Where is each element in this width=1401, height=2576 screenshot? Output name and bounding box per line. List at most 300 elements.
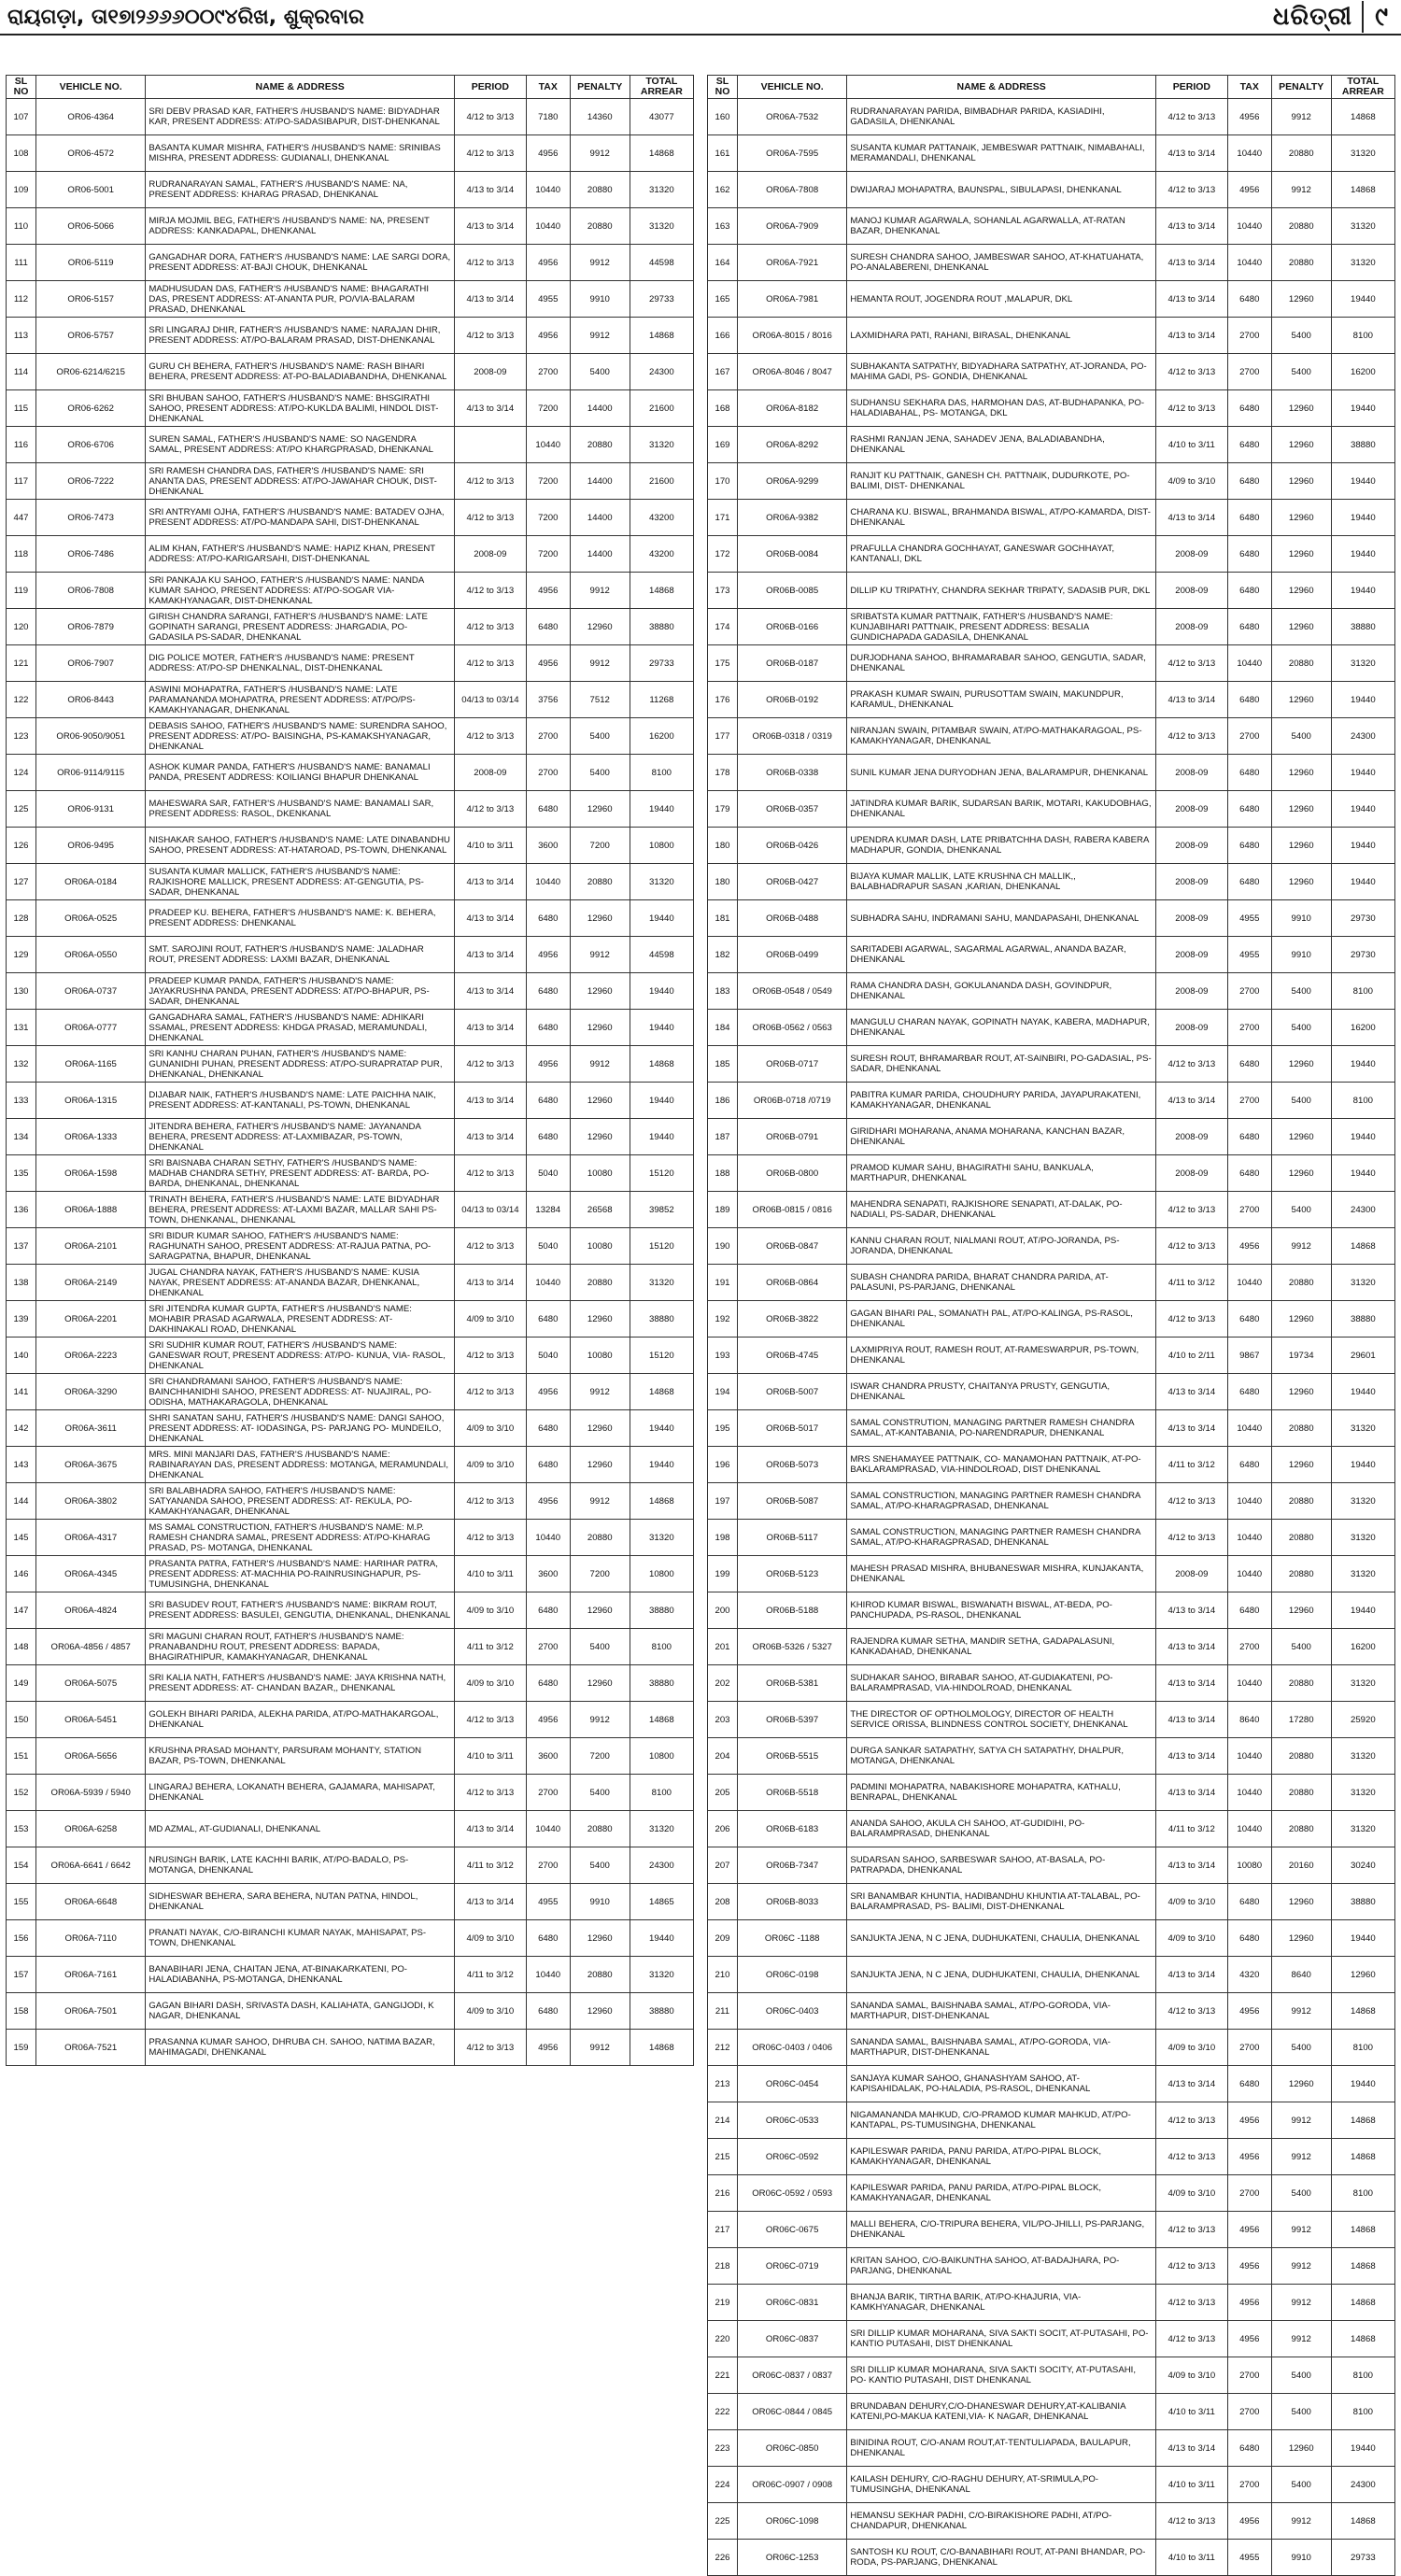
- tax-cell: 2700: [1227, 318, 1271, 354]
- period-cell: 2008-09: [1155, 536, 1227, 573]
- name-address-cell: BANABIHARI JENA, CHAITAN JENA, AT-BINAKARKATENI, PO-HALADIABANHA, PS-MOTANGA, DHENKANAL: [146, 1957, 455, 1993]
- table-row: [708, 2066, 1395, 2102]
- name-address-cell: SUBHAKANTA SATPATHY, BIDYADHARA SATPATHY, AT-JORANDA, PO- MAHIMA GADI, PS- GONDIA, DHENKANAL: [847, 354, 1156, 390]
- sl-cell: 219: [708, 2285, 738, 2321]
- table-row: [7, 135, 694, 172]
- sl-cell: 205: [708, 1775, 738, 1811]
- vehicle-cell: OR06-4364: [36, 99, 146, 135]
- tax-cell: 9867: [1227, 1338, 1271, 1374]
- total-arrear-cell: 29733: [630, 645, 693, 682]
- name-address-cell: ANANDA SAHOO, AKULA CH SAHOO, AT-GUDIDIHI, PO-BALARAMPRASAD, DHENKANAL: [847, 1811, 1156, 1847]
- tax-cell: 6480: [1227, 281, 1271, 318]
- period-cell: 4/13 to 3/14: [454, 208, 526, 245]
- name-address-cell: MAHESH PRASAD MISHRA, BHUBANESWAR MISHRA, KUNJAKANTA, DHENKANAL: [847, 1556, 1156, 1592]
- total-arrear-cell: 24300: [1331, 2467, 1394, 2503]
- penalty-cell: 9910: [570, 1884, 630, 1920]
- total-arrear-cell: 31320: [1331, 1775, 1394, 1811]
- period-cell: 4/12 to 3/13: [1155, 2248, 1227, 2285]
- total-arrear-cell: 15120: [630, 1228, 693, 1265]
- table-row: [708, 172, 1395, 208]
- penalty-cell: 12960: [1271, 864, 1331, 900]
- vehicle-cell: OR06-9131: [36, 791, 146, 828]
- name-address-cell: DURGA SANKAR SATAPATHY, SATYA CH SATAPATHY, DHALPUR, MOTANGA, DHENKANAL: [847, 1738, 1156, 1775]
- total-arrear-cell: 19440: [1331, 1374, 1394, 1410]
- vehicle-cell: OR06A-4317: [36, 1520, 146, 1556]
- table-row: [7, 1228, 694, 1265]
- period-cell: 4/12 to 3/13: [1155, 1520, 1227, 1556]
- period-cell: 2008-09: [1155, 937, 1227, 973]
- name-address-cell: SANJUKTA JENA, N C JENA, DUDHUKATENI, CHAULIA, DHENKANAL: [847, 1920, 1156, 1957]
- period-cell: 4/11 to 3/12: [454, 1629, 526, 1665]
- period-cell: 4/12 to 3/13: [454, 1228, 526, 1265]
- period-cell: 4/12 to 3/13: [1155, 718, 1227, 755]
- tax-cell: 10440: [526, 427, 570, 463]
- name-address-cell: PRANATI NAYAK, C/O-BIRANCHI KUMAR NAYAK, MAHISAPAT, PS-TOWN, DHENKANAL: [146, 1920, 455, 1957]
- total-arrear-cell: 8100: [630, 1629, 693, 1665]
- name-address-cell: SRI DILLIP KUMAR MOHARANA, SIVA SAKTI SOCITY, AT-PUTASAHI, PO- KANTIO PUTASAHI, DIST DHENKANAL: [847, 2357, 1156, 2394]
- period-cell: 4/12 to 3/13: [454, 645, 526, 682]
- penalty-cell: 9912: [570, 1702, 630, 1738]
- total-arrear-cell: 14868: [1331, 99, 1394, 135]
- period-cell: 4/12 to 3/13: [454, 500, 526, 536]
- penalty-cell: 12960: [570, 1119, 630, 1155]
- table-row: [7, 791, 694, 828]
- vehicle-cell: OR06A-3802: [36, 1483, 146, 1520]
- sl-cell: 115: [7, 390, 36, 427]
- sl-cell: 175: [708, 645, 738, 682]
- table-row: [7, 609, 694, 645]
- period-cell: 4/12 to 3/13: [1155, 354, 1227, 390]
- period-cell: 4/12 to 3/13: [1155, 2503, 1227, 2540]
- sl-cell: 162: [708, 172, 738, 208]
- tax-cell: 2700: [526, 354, 570, 390]
- name-address-cell: PRADEEP KU. BEHERA, FATHER'S /HUSBAND'S NAME: K. BEHERA, PRESENT ADDRESS: DHENKANAL: [146, 900, 455, 937]
- tax-cell: 8640: [1227, 1702, 1271, 1738]
- name-address-cell: SANJAYA KUMAR SAHOO, GHANASHYAM SAHOO, AT-KAPISAHIDALAK, PO-HALADIA, PS-RASOL, DHENKANAL: [847, 2066, 1156, 2102]
- vehicle-cell: OR06A-1333: [36, 1119, 146, 1155]
- table-row: [7, 1374, 694, 1410]
- name-address-cell: RUDRANARAYAN PARIDA, BIMBADHAR PARIDA, KASIADIHI, GADASILA, DHENKANAL: [847, 99, 1156, 135]
- vehicle-cell: OR06B-5515: [738, 1738, 847, 1775]
- total-arrear-cell: 38880: [1331, 1884, 1394, 1920]
- tax-cell: 6480: [1227, 2430, 1271, 2467]
- sl-cell: 200: [708, 1592, 738, 1629]
- vehicle-cell: OR06-5757: [36, 318, 146, 354]
- penalty-cell: 9912: [1271, 2102, 1331, 2139]
- page-header: [0, 0, 1401, 35]
- penalty-cell: 20880: [570, 864, 630, 900]
- vehicle-cell: OR06C-0844 / 0845: [738, 2394, 847, 2430]
- table-row: [708, 2467, 1395, 2503]
- name-address-cell: PABITRA KUMAR PARIDA, CHOUDHURY PARIDA, JAYAPURAKATENI, KAMAKHYANAGAR, DHENKANAL: [847, 1083, 1156, 1119]
- vehicle-cell: OR06C-0837 / 0837: [738, 2357, 847, 2394]
- name-address-cell: MADHUSUDAN DAS, FATHER'S /HUSBAND'S NAME: BHAGARATHI DAS, PRESENT ADDRESS: AT-ANANTA PUR, PO/VIA-BALARAM PRASAD, DHENKANAL: [146, 281, 455, 318]
- sl-cell: 216: [708, 2175, 738, 2212]
- col-sl: SL NO: [708, 76, 738, 99]
- penalty-cell: 5400: [1271, 1010, 1331, 1046]
- sl-cell: 177: [708, 718, 738, 755]
- name-address-cell: HEMANTA ROUT, JOGENDRA ROUT ,MALAPUR, DKL: [847, 281, 1156, 318]
- period-cell: 4/13 to 3/14: [454, 1119, 526, 1155]
- vehicle-cell: OR06-6706: [36, 427, 146, 463]
- table-row: [7, 208, 694, 245]
- period-cell: 2008-09: [454, 354, 526, 390]
- table-row: [7, 900, 694, 937]
- vehicle-cell: OR06-7473: [36, 500, 146, 536]
- table-row: [708, 1957, 1395, 1993]
- tax-cell: 6480: [1227, 609, 1271, 645]
- sl-cell: 141: [7, 1374, 36, 1410]
- total-arrear-cell: 38880: [630, 1993, 693, 2030]
- penalty-cell: 9912: [1271, 2285, 1331, 2321]
- name-address-cell: GAGAN BIHARI DASH, SRIVASTA DASH, KALIAHATA, GANGIJODI, K NAGAR, DHENKANAL: [146, 1993, 455, 2030]
- total-arrear-cell: 19440: [1331, 1155, 1394, 1192]
- sl-cell: 174: [708, 609, 738, 645]
- name-address-cell: NRUSINGH BARIK, LATE KACHHI BARIK, AT/PO-BADALO, PS-MOTANGA, DHENKANAL: [146, 1847, 455, 1884]
- name-address-cell: DILLIP KU TRIPATHY, CHANDRA SEKHAR TRIPATY, SADASIB PUR, DKL: [847, 573, 1156, 609]
- period-cell: 4/12 to 3/13: [454, 2030, 526, 2066]
- sl-cell: 215: [708, 2139, 738, 2175]
- period-cell: 4/12 to 3/13: [1155, 1192, 1227, 1228]
- name-address-cell: SANANDA SAMAL, BAISHNABA SAMAL, AT/PO-GORODA, VIA-MARTHAPUR, DIST-DHENKANAL: [847, 2030, 1156, 2066]
- sl-cell: 161: [708, 135, 738, 172]
- vehicle-cell: OR06B-5381: [738, 1665, 847, 1702]
- name-address-cell: KAPILESWAR PARIDA, PANU PARIDA, AT/PO-PIPAL BLOCK, KAMAKHYANAGAR, DHENKANAL: [847, 2175, 1156, 2212]
- period-cell: 4/13 to 3/14: [1155, 1775, 1227, 1811]
- penalty-cell: 12960: [1271, 427, 1331, 463]
- penalty-cell: 9912: [570, 1374, 630, 1410]
- name-address-cell: PRASANTA PATRA, FATHER'S /HUSBAND'S NAME: HARIHAR PATRA, PRESENT ADDRESS: AT-MACHHIA PO-RAINRUSINGHAPUR, PS-TUMUSINGHA, DHENKANAL: [146, 1556, 455, 1592]
- penalty-cell: 12960: [1271, 500, 1331, 536]
- table-row: [7, 1957, 694, 1993]
- table-row: [708, 1702, 1395, 1738]
- vehicle-cell: OR06-6214/6215: [36, 354, 146, 390]
- vehicle-cell: OR06C-0907 / 0908: [738, 2467, 847, 2503]
- total-arrear-cell: 8100: [1331, 1083, 1394, 1119]
- vehicle-cell: OR06-7808: [36, 573, 146, 609]
- period-cell: 4/13 to 3/14: [454, 900, 526, 937]
- vehicle-cell: OR06B-0864: [738, 1265, 847, 1301]
- vehicle-cell: OR06A-5656: [36, 1738, 146, 1775]
- penalty-cell: 12960: [1271, 609, 1331, 645]
- tax-cell: 4956: [1227, 172, 1271, 208]
- name-address-cell: MANGULU CHARAN NAYAK, GOPINATH NAYAK, KABERA, MADHAPUR, DHENKANAL: [847, 1010, 1156, 1046]
- penalty-cell: 12960: [570, 1993, 630, 2030]
- table-row: [7, 1847, 694, 1884]
- penalty-cell: 10080: [570, 1228, 630, 1265]
- total-arrear-cell: 10800: [630, 1556, 693, 1592]
- vehicle-cell: OR06-9114/9115: [36, 755, 146, 791]
- total-arrear-cell: 14868: [630, 318, 693, 354]
- sl-cell: 199: [708, 1556, 738, 1592]
- total-arrear-cell: 19440: [1331, 281, 1394, 318]
- name-address-cell: SUSANTA KUMAR MALLICK, FATHER'S /HUSBAND'S NAME: RAJKISHORE MALLICK, PRESENT ADDRESS: AT-GENGUTIA, PS-SADAR, DHENKANAL: [146, 864, 455, 900]
- sl-cell: 159: [7, 2030, 36, 2066]
- vehicle-cell: OR06-4572: [36, 135, 146, 172]
- sl-cell: 114: [7, 354, 36, 390]
- tax-cell: 4956: [526, 1046, 570, 1083]
- tax-cell: 2700: [1227, 354, 1271, 390]
- total-arrear-cell: 19440: [630, 1119, 693, 1155]
- tax-cell: 4956: [526, 318, 570, 354]
- name-address-cell: SRI SUDHIR KUMAR ROUT, FATHER'S /HUSBAND'S NAME: GANESWAR ROUT, PRESENT ADDRESS: AT/PO- KUNUA, VIA- RASOL, DHENKANAL: [146, 1338, 455, 1374]
- tax-cell: 6480: [1227, 1374, 1271, 1410]
- period-cell: 4/12 to 3/13: [454, 245, 526, 281]
- total-arrear-cell: 31320: [1331, 1520, 1394, 1556]
- tax-cell: 5040: [526, 1338, 570, 1374]
- total-arrear-cell: 14865: [630, 1884, 693, 1920]
- penalty-cell: 9912: [570, 1046, 630, 1083]
- table-row: [708, 1920, 1395, 1957]
- table-row: [708, 682, 1395, 718]
- tax-cell: 4956: [1227, 2102, 1271, 2139]
- penalty-cell: 7200: [570, 1556, 630, 1592]
- name-address-cell: DWIJARAJ MOHAPATRA, BAUNSPAL, SIBULAPASI, DHENKANAL: [847, 172, 1156, 208]
- sl-cell: 157: [7, 1957, 36, 1993]
- tax-cell: 6480: [1227, 390, 1271, 427]
- tax-cell: 10440: [1227, 1483, 1271, 1520]
- table-row: [708, 1265, 1395, 1301]
- penalty-cell: 26568: [570, 1192, 630, 1228]
- period-cell: 2008-09: [1155, 609, 1227, 645]
- vehicle-cell: OR06A-5451: [36, 1702, 146, 1738]
- total-arrear-cell: 11268: [630, 682, 693, 718]
- penalty-cell: 5400: [570, 1847, 630, 1884]
- table-row: [708, 2321, 1395, 2357]
- period-cell: 4/12 to 3/13: [1155, 1483, 1227, 1520]
- period-cell: 4/13 to 3/14: [1155, 1410, 1227, 1447]
- table-row: [7, 1993, 694, 2030]
- period-cell: 4/09 to 3/10: [1155, 463, 1227, 500]
- penalty-cell: 12960: [1271, 281, 1331, 318]
- period-cell: 4/10 to 3/11: [454, 828, 526, 864]
- table-row: [7, 973, 694, 1010]
- sl-cell: 135: [7, 1155, 36, 1192]
- table-row: [7, 318, 694, 354]
- tax-cell: 4956: [526, 2030, 570, 2066]
- period-cell: 2008-09: [1155, 900, 1227, 937]
- vehicle-cell: OR06-5119: [36, 245, 146, 281]
- tax-cell: 4956: [526, 1702, 570, 1738]
- table-row: [7, 1119, 694, 1155]
- name-address-cell: SUNIL KUMAR JENA DURYODHAN JENA, BALARAMPUR, DHENKANAL: [847, 755, 1156, 791]
- penalty-cell: 9910: [1271, 900, 1331, 937]
- sl-cell: 220: [708, 2321, 738, 2357]
- period-cell: 4/10 to 3/11: [1155, 2540, 1227, 2576]
- tax-cell: 5040: [526, 1228, 570, 1265]
- table-row: [708, 1338, 1395, 1374]
- period-cell: 4/13 to 3/14: [1155, 2430, 1227, 2467]
- name-address-cell: MALLI BEHERA, C/O-TRIPURA BEHERA, VIL/PO-JHILLI, PS-PARJANG, DHENKANAL: [847, 2212, 1156, 2248]
- table-row: [708, 828, 1395, 864]
- period-cell: 2008-09: [1155, 1556, 1227, 1592]
- sl-cell: 210: [708, 1957, 738, 1993]
- vehicle-cell: OR06-5066: [36, 208, 146, 245]
- tax-cell: 10440: [1227, 208, 1271, 245]
- sl-cell: 111: [7, 245, 36, 281]
- sl-cell: 185: [708, 1046, 738, 1083]
- tax-cell: 6480: [526, 1592, 570, 1629]
- period-cell: 4/10 to 3/11: [1155, 427, 1227, 463]
- tax-cell: 6480: [1227, 500, 1271, 536]
- table-row: [708, 1520, 1395, 1556]
- tax-cell: 7200: [526, 536, 570, 573]
- tax-cell: 4955: [1227, 900, 1271, 937]
- tax-cell: 13284: [526, 1192, 570, 1228]
- total-arrear-cell: 19440: [630, 1920, 693, 1957]
- table-row: [708, 1665, 1395, 1702]
- col-penalty: PENALTY: [570, 76, 630, 99]
- vehicle-cell: OR06A-7161: [36, 1957, 146, 1993]
- name-address-cell: SAMAL CONSTRUTION, MANAGING PARTNER RAMESH CHANDRA SAMAL, AT-KANTABANIA, PO-NARENDRAPUR, DHENKANAL: [847, 1410, 1156, 1447]
- penalty-cell: 5400: [1271, 1083, 1331, 1119]
- name-address-cell: GIRIDHARI MOHARANA, ANAMA MOHARANA, KANCHAN BAZAR, DHENKANAL: [847, 1119, 1156, 1155]
- total-arrear-cell: 16200: [1331, 1629, 1394, 1665]
- tax-cell: 4956: [1227, 2285, 1271, 2321]
- table-row: [7, 463, 694, 500]
- sl-cell: 109: [7, 172, 36, 208]
- name-address-cell: RANJIT KU PATTNAIK, GANESH CH. PATTNAIK, DUDURKOTE, PO- BALIMI, DIST- DHENKANAL: [847, 463, 1156, 500]
- penalty-cell: 9912: [570, 573, 630, 609]
- vehicle-cell: OR06B-0815 / 0816: [738, 1192, 847, 1228]
- name-address-cell: SRI BHUBAN SAHOO, FATHER'S /HUSBAND'S NAME: BHSGIRATHI SAHOO, PRESENT ADDRESS: AT/PO-KUKLDA BALIMI, HINDOL DIST-DHENKANAL: [146, 390, 455, 427]
- tax-cell: 10440: [1227, 245, 1271, 281]
- penalty-cell: 12960: [1271, 573, 1331, 609]
- penalty-cell: 10080: [570, 1155, 630, 1192]
- sl-cell: 223: [708, 2430, 738, 2467]
- tax-cell: 2700: [526, 755, 570, 791]
- sl-cell: 120: [7, 609, 36, 645]
- sl-cell: 118: [7, 536, 36, 573]
- tax-cell: 6480: [1227, 2066, 1271, 2102]
- table-row: [708, 1738, 1395, 1775]
- table-row: [708, 2357, 1395, 2394]
- sl-cell: 212: [708, 2030, 738, 2066]
- col-vehicle: VEHICLE NO.: [738, 76, 847, 99]
- vehicle-cell: OR06A-7909: [738, 208, 847, 245]
- sl-cell: 138: [7, 1265, 36, 1301]
- period-cell: 4/09 to 3/10: [1155, 2175, 1227, 2212]
- tax-cell: 4956: [526, 645, 570, 682]
- left-header-row: [7, 76, 694, 99]
- penalty-cell: 5400: [1271, 2357, 1331, 2394]
- total-arrear-cell: 29730: [1331, 900, 1394, 937]
- table-row: [7, 828, 694, 864]
- table-row: [708, 1046, 1395, 1083]
- tax-cell: 10440: [1227, 1811, 1271, 1847]
- vehicle-cell: OR06A-7532: [738, 99, 847, 135]
- period-cell: 4/12 to 3/13: [1155, 390, 1227, 427]
- sl-cell: 142: [7, 1410, 36, 1447]
- penalty-cell: 8640: [1271, 1957, 1331, 1993]
- name-address-cell: SUDHAKAR SAHOO, BIRABAR SAHOO, AT-GUDIAKATENI, PO-BALARAMPRASAD, VIA-HINDOLROAD, DHENKANAL: [847, 1665, 1156, 1702]
- sl-cell: 121: [7, 645, 36, 682]
- name-address-cell: SRI LINGARAJ DHIR, FATHER'S /HUSBAND'S NAME: NARAJAN DHIR, PRESENT ADDRESS: AT/PO-BALARAM PRASAD, DIST-DHENKANAL: [146, 318, 455, 354]
- arrear-sheet: [6, 75, 1395, 2576]
- period-cell: 4/13 to 3/14: [454, 937, 526, 973]
- table-row: [708, 573, 1395, 609]
- table-row: [7, 1046, 694, 1083]
- sl-cell: 195: [708, 1410, 738, 1447]
- table-row: [7, 536, 694, 573]
- vehicle-cell: OR06C-0403 / 0406: [738, 2030, 847, 2066]
- sl-cell: 208: [708, 1884, 738, 1920]
- vehicle-cell: OR06B-0318 / 0319: [738, 718, 847, 755]
- vehicle-cell: OR06B-0166: [738, 609, 847, 645]
- total-arrear-cell: 38880: [1331, 427, 1394, 463]
- total-arrear-cell: 8100: [630, 755, 693, 791]
- sl-cell: 198: [708, 1520, 738, 1556]
- vehicle-cell: OR06A-7110: [36, 1920, 146, 1957]
- sl-cell: 129: [7, 937, 36, 973]
- penalty-cell: 20160: [1271, 1847, 1331, 1884]
- table-row: [708, 354, 1395, 390]
- penalty-cell: 20880: [1271, 1520, 1331, 1556]
- vehicle-cell: OR06A-7921: [738, 245, 847, 281]
- penalty-cell: 5400: [1271, 1629, 1331, 1665]
- table-row: [708, 1556, 1395, 1592]
- total-arrear-cell: 31320: [1331, 208, 1394, 245]
- total-arrear-cell: 14868: [630, 1046, 693, 1083]
- vehicle-cell: OR06B-0488: [738, 900, 847, 937]
- period-cell: 4/13 to 3/14: [454, 172, 526, 208]
- tax-cell: 6480: [526, 1447, 570, 1483]
- total-arrear-cell: 44598: [630, 937, 693, 973]
- total-arrear-cell: 24300: [1331, 1192, 1394, 1228]
- tax-cell: 2700: [526, 1775, 570, 1811]
- name-address-cell: JITENDRA BEHERA, FATHER'S /HUSBAND'S NAME: JAYANANDA BEHERA, PRESENT ADDRESS: AT-LAXMIBAZAR, PS-TOWN, DHENKANAL: [146, 1119, 455, 1155]
- sl-cell: 127: [7, 864, 36, 900]
- tax-cell: 6480: [1227, 1920, 1271, 1957]
- penalty-cell: 14400: [570, 500, 630, 536]
- vehicle-cell: OR06B-0085: [738, 573, 847, 609]
- name-address-cell: SRI BASUDEV ROUT, FATHER'S /HUSBAND'S NAME: BIKRAM ROUT, PRESENT ADDRESS: BASULEI, GENGUTIA, DHENKANAL, DHENKANAL: [146, 1592, 455, 1629]
- sl-cell: 146: [7, 1556, 36, 1592]
- period-cell: 4/09 to 3/10: [454, 1665, 526, 1702]
- penalty-cell: 7200: [570, 828, 630, 864]
- penalty-cell: 9910: [1271, 937, 1331, 973]
- sl-cell: 224: [708, 2467, 738, 2503]
- penalty-cell: 7512: [570, 682, 630, 718]
- name-address-cell: SUBASH CHANDRA PARIDA, BHARAT CHANDRA PARIDA, AT-PALASUNI, PS-PARJANG, DHENKANAL: [847, 1265, 1156, 1301]
- name-address-cell: BIJAYA KUMAR MALLIK, LATE KRUSHNA CH MALLIK,, BALABHADRAPUR SASAN ,KARIAN, DHENKANAL: [847, 864, 1156, 900]
- sl-cell: 145: [7, 1520, 36, 1556]
- table-row: [708, 755, 1395, 791]
- total-arrear-cell: 14868: [1331, 2102, 1394, 2139]
- table-row: [708, 1775, 1395, 1811]
- name-address-cell: SRI MAGUNI CHARAN ROUT, FATHER'S /HUSBAND'S NAME: PRANABANDHU ROUT, PRESENT ADDRESS: BAPADA, BHAGIRATHIPUR, KAMAKHYANAGAR, DHENKANAL: [146, 1629, 455, 1665]
- penalty-cell: 9912: [1271, 172, 1331, 208]
- total-arrear-cell: 19440: [630, 1010, 693, 1046]
- penalty-cell: 5400: [1271, 1192, 1331, 1228]
- period-cell: 2008-09: [454, 536, 526, 573]
- vehicle-cell: OR06B-0357: [738, 791, 847, 828]
- penalty-cell: 5400: [570, 1775, 630, 1811]
- penalty-cell: 12960: [1271, 1884, 1331, 1920]
- period-cell: 4/13 to 3/14: [1155, 2066, 1227, 2102]
- total-arrear-cell: 19440: [1331, 1046, 1394, 1083]
- table-row: [708, 1447, 1395, 1483]
- total-arrear-cell: 8100: [630, 1775, 693, 1811]
- penalty-cell: 5400: [1271, 354, 1331, 390]
- col-tax: TAX: [526, 76, 570, 99]
- penalty-cell: 12960: [570, 1447, 630, 1483]
- penalty-cell: 12960: [1271, 791, 1331, 828]
- period-cell: 4/12 to 3/13: [454, 318, 526, 354]
- vehicle-cell: OR06A-5075: [36, 1665, 146, 1702]
- sl-cell: 110: [7, 208, 36, 245]
- vehicle-cell: OR06B-3822: [738, 1301, 847, 1338]
